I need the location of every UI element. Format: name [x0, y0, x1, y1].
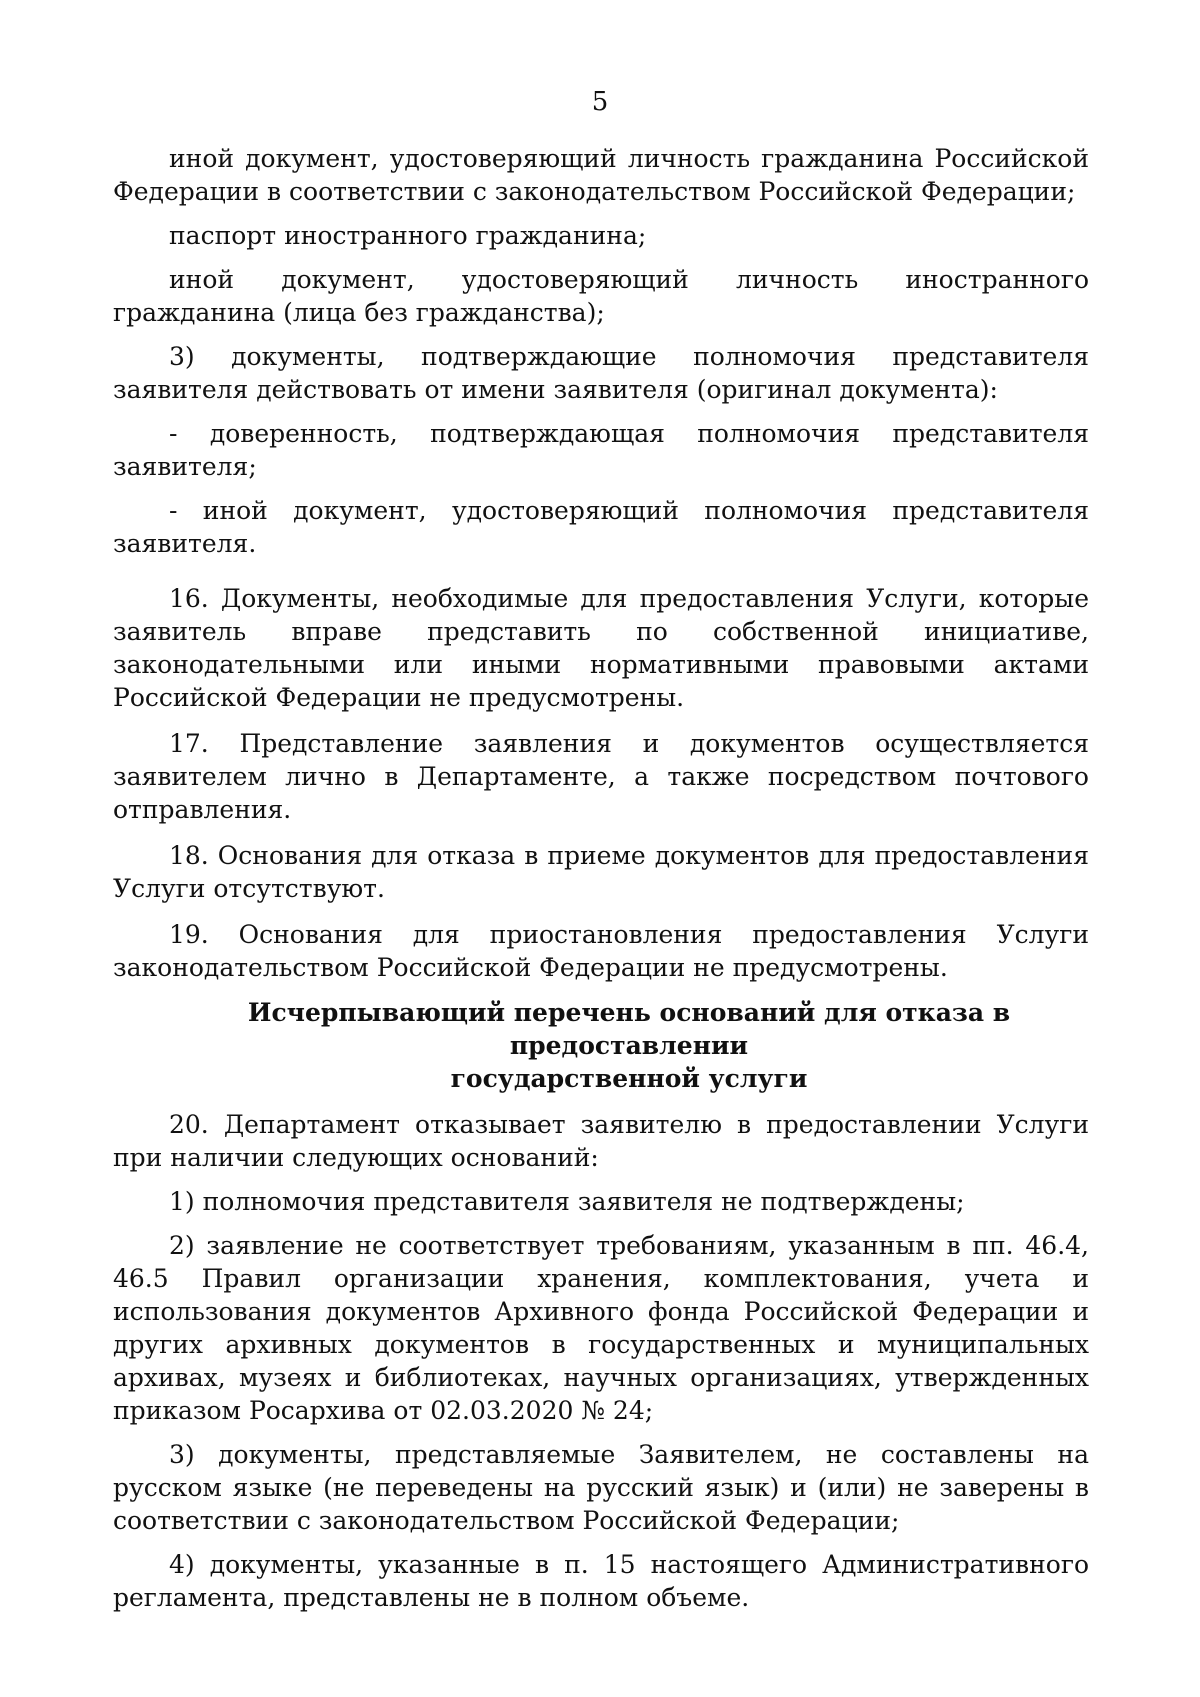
- list-item: - доверенность, подтверждающая полномочия представителя заявителя;: [113, 419, 1089, 481]
- list-item: 3) документы, представляемые Заявителем, не составлены на русском языке (не переведены на русский язык) и (или) не заверены в соответствии с законодательством Российской Федерации;: [113, 1440, 1089, 1535]
- list-item: - иной документ, удостоверяющий полномочия представителя заявителя.: [113, 496, 1089, 558]
- section-heading-line-2: государственной услуги: [450, 1064, 808, 1093]
- list-item: 1) полномочия представителя заявителя не подтверждены;: [169, 1187, 965, 1216]
- paragraph-16: 16. Документы, необходимые для предоставления Услуги, которые заявитель вправе представить по собственной инициативе, законодательными или иными нормативными правовыми актами Российской Федерации не предусмотрены.: [113, 584, 1089, 712]
- paragraph: иной документ, удостоверяющий личность иностранного гражданина (лица без гражданства);: [113, 265, 1089, 327]
- section-heading-line-1: Исчерпывающий перечень оснований для отказа в предоставлении: [247, 998, 1011, 1060]
- document-body: [113, 142, 1089, 1614]
- list-item: 4) документы, указанные в п. 15 настоящего Административного регламента, представлены не в полном объеме.: [113, 1550, 1089, 1612]
- list-item: 2) заявление не соответствует требованиям, указанным в пп. 46.4, 46.5 Правил организации хранения, комплектования, учета и использования документов Архивного фонда Российской Федерации и других архивных документов в государственных и муниципальных архивах, музеях и библиотеках, научных организациях, утвержденных приказом Росархива от 02.03.2020 № 24;: [113, 1231, 1089, 1425]
- paragraph-20: 20. Департамент отказывает заявителю в предоставлении Услуги при наличии следующих оснований:: [113, 1110, 1089, 1172]
- paragraph-18: 18. Основания для отказа в приеме документов для предоставления Услуги отсутствуют.: [113, 841, 1089, 903]
- paragraph-17: 17. Представление заявления и документов осуществляется заявителем лично в Департаменте, а также посредством почтового отправления.: [113, 729, 1089, 824]
- paragraph: паспорт иностранного гражданина;: [169, 221, 647, 250]
- paragraph: 3) документы, подтверждающие полномочия представителя заявителя действовать от имени заявителя (оригинал документа):: [113, 342, 1089, 404]
- section-heading: [113, 996, 1089, 1095]
- page-number: 5: [591, 87, 609, 117]
- paragraph: иной документ, удостоверяющий личность гражданина Российской Федерации в соответствии с законодательством Российской Федерации;: [113, 144, 1089, 206]
- paragraph-19: 19. Основания для приостановления предоставления Услуги законодательством Российской Федерации не предусмотрены.: [113, 920, 1089, 982]
